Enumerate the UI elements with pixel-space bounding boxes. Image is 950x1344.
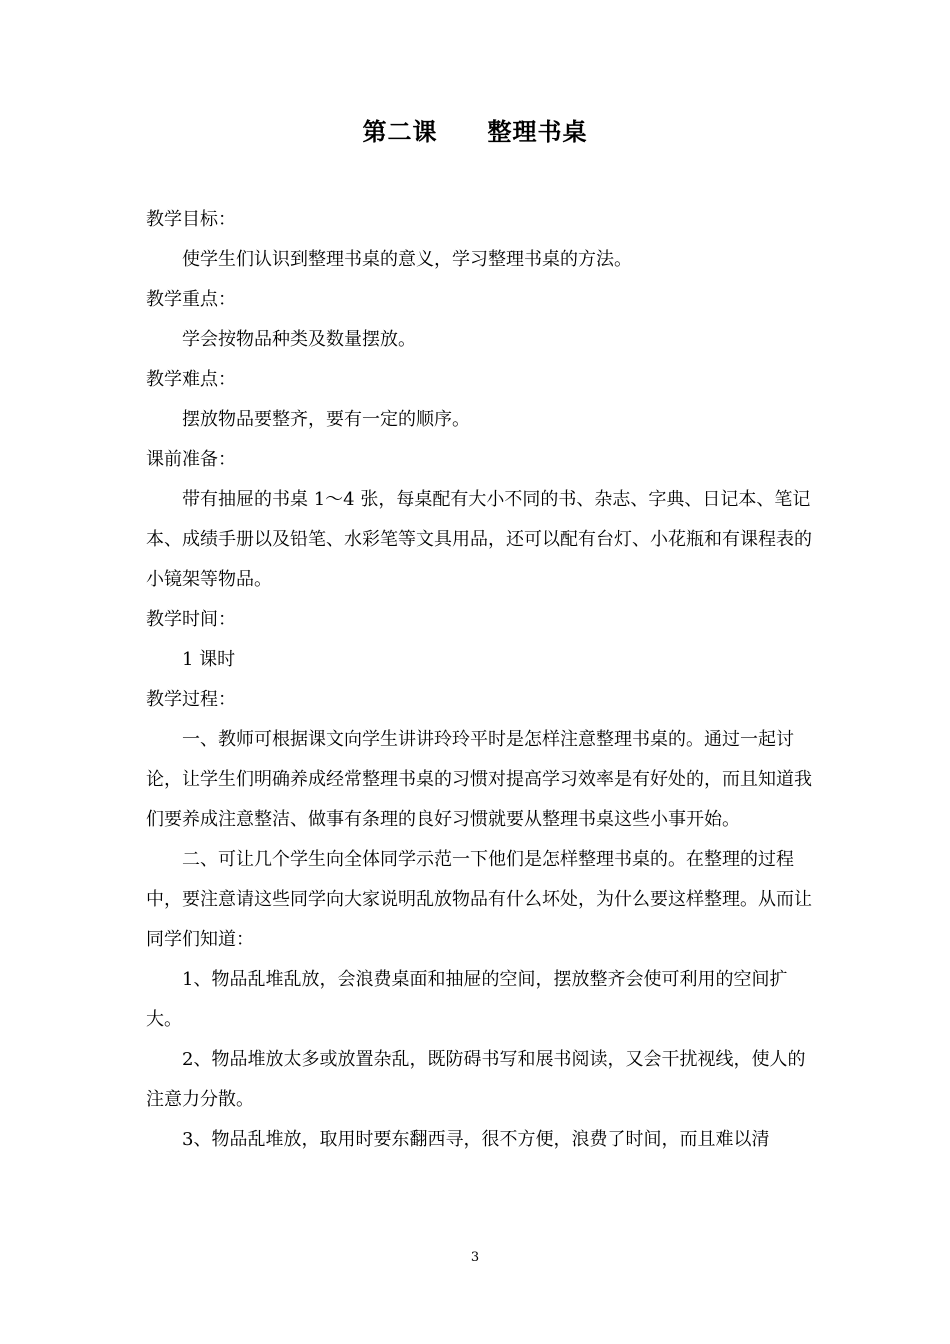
- paragraph-teaching-time: 1 课时: [182, 649, 236, 670]
- paragraph-teaching-goal: 使学生们认识到整理书桌的意义，学习整理书桌的方法。: [182, 249, 632, 270]
- heading-preparation: 课前准备：: [146, 449, 236, 470]
- page-title: 第二课 整理书桌: [362, 118, 588, 146]
- heading-teaching-process: 教学过程：: [146, 689, 236, 710]
- paragraph-difficulty: 摆放物品要整齐，要有一定的顺序。: [182, 409, 470, 430]
- heading-key-point: 教学重点：: [146, 289, 236, 310]
- list-item-point-1: 1、物品乱堆乱放，会浪费桌面和抽屉的空间，摆放整齐会使可利用的空间扩大。: [146, 969, 788, 1030]
- paragraph-key-point: 学会按物品种类及数量摆放。: [182, 329, 416, 350]
- list-item-point-3: 3、物品乱堆放，取用时要东翻西寻，很不方便，浪费了时间，而且难以清: [182, 1129, 770, 1150]
- paragraph-process-step-1: 一、教师可根据课文向学生讲讲玲玲平时是怎样注意整理书桌的。通过一起讨论，让学生们明确养成经常整理书桌的习惯对提高学习效率是有好处的，而且知道我们要养成注意整洁、做事有条理的良好习惯就要从整理书桌这些小事开始。: [146, 729, 812, 830]
- document-body: [146, 200, 818, 1160]
- heading-difficulty: 教学难点：: [146, 369, 236, 390]
- page-number: 3: [470, 1250, 480, 1265]
- paragraph-process-step-2: 二、可让几个学生向全体同学示范一下他们是怎样整理书桌的。在整理的过程中，要注意请这些同学向大家说明乱放物品有什么坏处，为什么要这样整理。从而让同学们知道：: [146, 849, 812, 950]
- paragraph-preparation: 带有抽屉的书桌 1～4 张，每桌配有大小不同的书、杂志、字典、日记本、笔记本、成绩手册以及铅笔、水彩笔等文具用品，还可以配有台灯、小花瓶和有课程表的小镜架等物品。: [146, 489, 812, 590]
- list-item-point-2: 2、物品堆放太多或放置杂乱，既防碍书写和展书阅读，又会干扰视线，使人的注意力分散。: [146, 1049, 806, 1110]
- heading-teaching-time: 教学时间：: [146, 609, 236, 630]
- heading-teaching-goal: 教学目标：: [146, 209, 236, 230]
